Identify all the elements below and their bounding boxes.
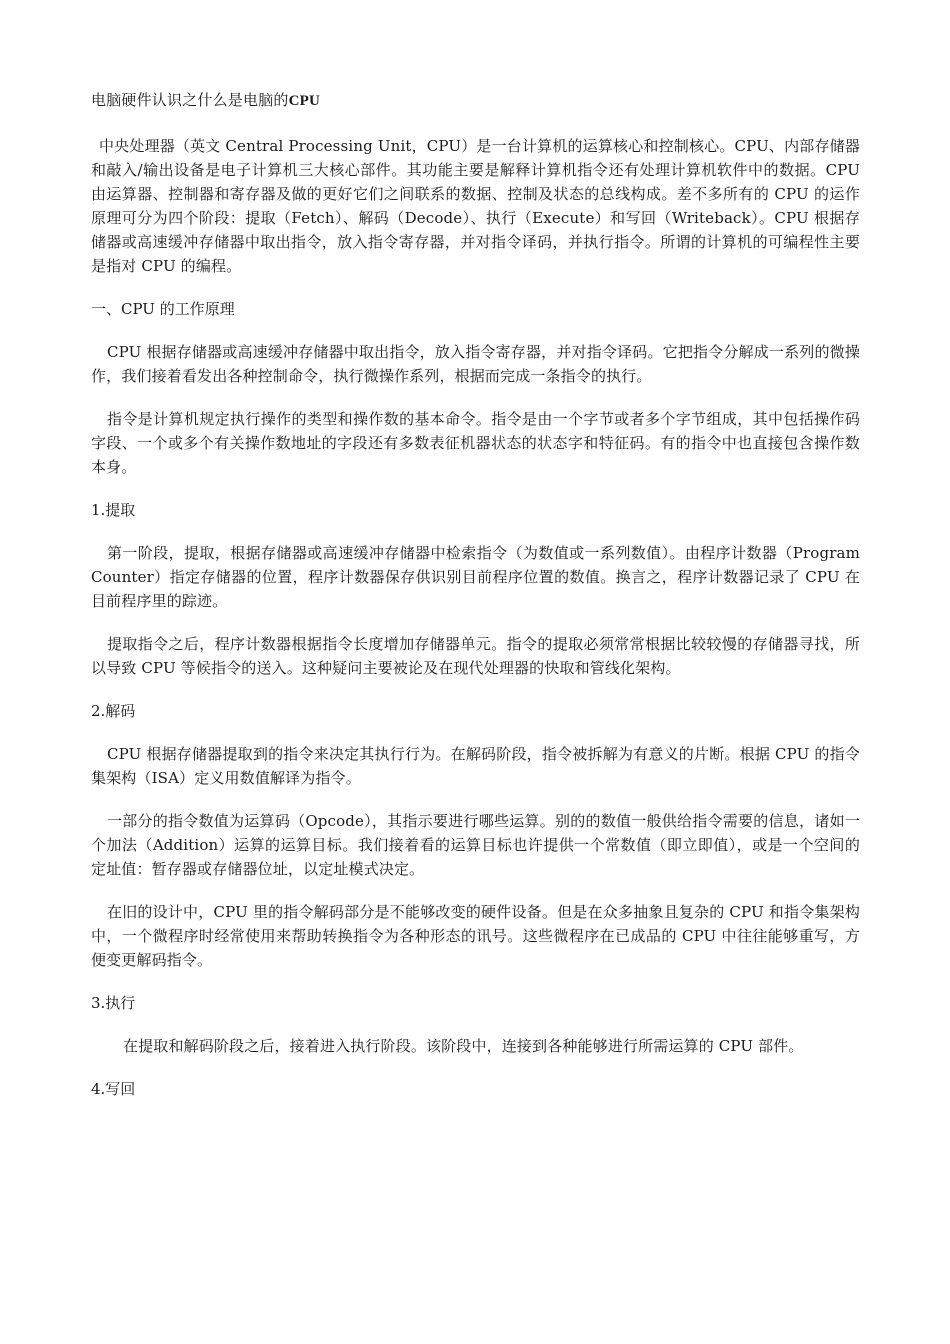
section-heading-decode: 2.解码 bbox=[91, 702, 136, 720]
intro-paragraph: 中央处理器（英文 Central Processing Unit，CPU）是一台计算机的运算核心和控制核心。CPU、内部存储器和敲入/输出设备是电子计算机三大核心部件。其功能主要是解释计算机指令还有处理计算机软件中的数据。CPU 由运算器、控制器和寄存器及做的更好它们之间联系的数据、控制及状态的总线构成。差不多所有的 CPU 的运作原理可分为四个阶段：提取（Fetch）、解码（Decode）、执行（Execute）和写回（Writeback）。CPU 根据存储器或高速缓冲存储器中取出指令，放入指令寄存器，并对指令译码，并执行指令。所谓的计算机的可编程性主要是指对 CPU 的编程。 bbox=[91, 137, 860, 275]
section-heading-working-principle: 一、CPU 的工作原理 bbox=[91, 300, 235, 318]
decode-paragraph-1: CPU 根据存储器提取到的指令来决定其执行行为。在解码阶段，指令被拆解为有意义的片断。根据 CPU 的指令集架构（ISA）定义用数值解译为指令。 bbox=[91, 745, 860, 787]
document-page bbox=[91, 88, 860, 1120]
decode-paragraph-3: 在旧的设计中，CPU 里的指令解码部分是不能够改变的硬件设备。但是在众多抽象且复杂的 CPU 和指令集架构中，一个微程序时经常使用来帮助转换指令为各种形态的讯号。这些微程序在已成品的 CPU 中往往能够重写，方便变更解码指令。 bbox=[91, 903, 860, 969]
working-principle-paragraph-1: CPU 根据存储器或高速缓冲存储器中取出指令，放入指令寄存器，并对指令译码。它把指令分解成一系列的微操作，我们接着看发出各种控制命令，执行微操作系列，根据而完成一条指令的执行。 bbox=[91, 343, 860, 385]
title-text: 电脑硬件认识之什么是电脑的 bbox=[91, 91, 289, 109]
working-principle-paragraph-2: 指令是计算机规定执行操作的类型和操作数的基本命令。指令是由一个字节或者多个字节组成，其中包括操作码字段、一个或多个有关操作数地址的字段还有多数表征机器状态的状态字和特征码。有的指令中也直接包含操作数本身。 bbox=[91, 410, 860, 476]
section-heading-writeback: 4.写回 bbox=[91, 1080, 136, 1098]
decode-paragraph-2: 一部分的指令数值为运算码（Opcode），其指示要进行哪些运算。别的的数值一般供给指令需要的信息，诸如一个加法（Addition）运算的运算目标。我们接着看的运算目标也许提供一个常数值（即立即值），或是一个空间的定址值：暂存器或存储器位址，以定址模式决定。 bbox=[91, 812, 860, 878]
section-heading-execute: 3.执行 bbox=[91, 994, 136, 1012]
document-title bbox=[91, 88, 860, 113]
fetch-paragraph-1: 第一阶段，提取，根据存储器或高速缓冲存储器中检索指令（为数值或一系列数值）。由程序计数器（Program Counter）指定存储器的位置，程序计数器保存供识别目前程序位置的数值。换言之，程序计数器记录了 CPU 在目前程序里的踪迹。 bbox=[91, 544, 860, 610]
execute-paragraph-1: 在提取和解码阶段之后，接着进入执行阶段。该阶段中，连接到各种能够进行所需运算的 CPU 部件。 bbox=[123, 1037, 804, 1055]
fetch-paragraph-2: 提取指令之后，程序计数器根据指令长度增加存储器单元。指令的提取必须常常根据比较较慢的存储器寻找，所以导致 CPU 等候指令的送入。这种疑问主要被论及在现代处理器的快取和管线化架构。 bbox=[91, 635, 860, 677]
section-heading-fetch: 1.提取 bbox=[91, 501, 136, 519]
title-bold-text: CPU bbox=[288, 93, 321, 109]
